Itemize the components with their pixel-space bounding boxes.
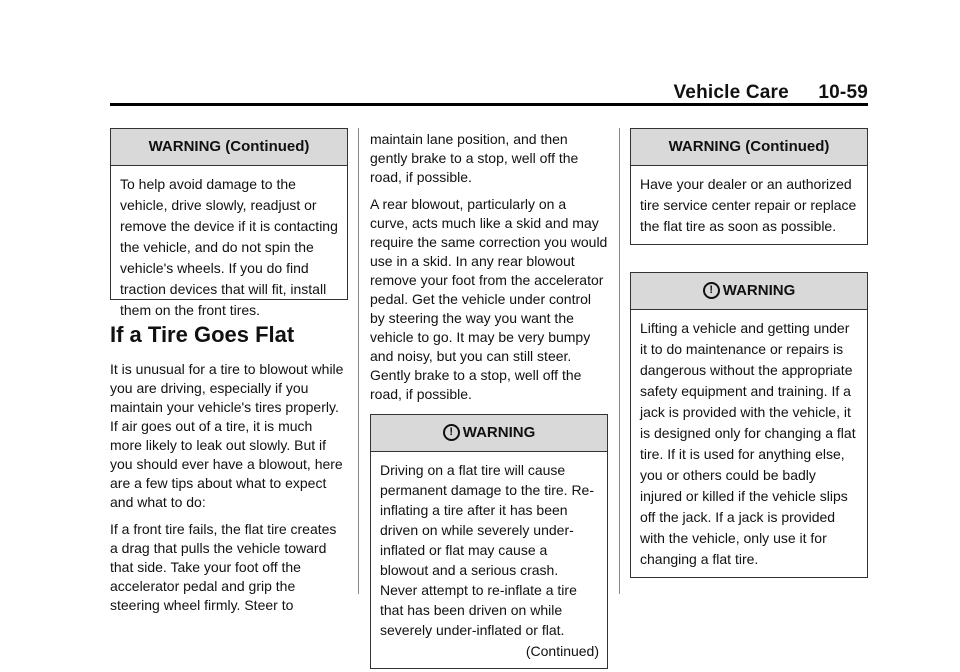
page-number: 10-59 bbox=[818, 82, 868, 103]
warning-box-jack bbox=[630, 272, 868, 578]
column-divider-2 bbox=[619, 128, 620, 594]
warning-heading-label: WARNING bbox=[722, 282, 796, 299]
paragraph: It is unusual for a tire to blowout while you are driving, especially if you maintain your vehicle's tires properly. If air goes out of a tire, it is much more likely to leak out slowly. But if you should ever have a blowout, here are a few tips about what to expect and what to do: bbox=[110, 361, 344, 510]
section-name: Vehicle Care bbox=[673, 82, 789, 103]
warning-icon: ! bbox=[703, 282, 720, 299]
paragraph: If a front tire fails, the flat tire creates a drag that pulls the vehicle toward that side. Take your foot off the accelerator pedal and grip the steering wheel firmly. Steer to bbox=[110, 521, 337, 613]
section-title: If a Tire Goes Flat bbox=[110, 322, 295, 347]
warning-text: To help avoid damage to the vehicle, drive slowly, readjust or remove the device if it is contacting the vehicle, and do not spin the vehicle's wheels. If you do find traction devices that will fit, install them on the front tires. bbox=[120, 176, 338, 318]
warning-icon: ! bbox=[443, 424, 460, 441]
header-rule bbox=[110, 103, 868, 106]
column-2 bbox=[370, 130, 608, 669]
warning-heading: WARNING (Continued) bbox=[111, 129, 347, 166]
warning-text: Have your dealer or an authorized tire service center repair or replace the flat tire as soon as possible. bbox=[640, 176, 857, 234]
warning-heading: WARNING (Continued) bbox=[631, 129, 867, 166]
warning-heading bbox=[371, 415, 607, 452]
column-1 bbox=[110, 128, 348, 623]
warning-text: Driving on a flat tire will cause permanent damage to the tire. Re-inflating a tire after it has been driven on while severely under-inflated or flat may cause a blowout and a serious crash. Never attempt to re-inflate a tire that has been driven on while severely under-inflated or flat. bbox=[380, 462, 595, 638]
paragraph: A rear blowout, particularly on a curve, acts much like a skid and may require the same correction you would use in a skid. In any rear blowout remove your foot from the accelerator pedal. Get the vehicle under control by steering the way you want the vehicle to go. It may be very bumpy and noisy, but you can still steer. Gently brake to a stop, well off the road, if possible. bbox=[370, 196, 608, 402]
page-header bbox=[673, 82, 868, 104]
warning-box-continued bbox=[110, 128, 348, 318]
column-divider-1 bbox=[358, 128, 359, 594]
warning-heading-label: WARNING bbox=[462, 424, 536, 441]
paragraph: maintain lane position, and then gently brake to a stop, well off the road, if possible. bbox=[370, 131, 579, 185]
warning-box-continued bbox=[630, 128, 868, 245]
continued-label: (Continued) bbox=[525, 643, 599, 659]
column-3 bbox=[630, 128, 868, 578]
warning-heading bbox=[631, 273, 867, 310]
warning-text: Lifting a vehicle and getting under it to do maintenance or repairs is dangerous without the appropriate safety equipment and training. If a jack is provided with the vehicle, it is designed only for changing a flat tire. If it is used for anything else, you or others could be badly injured or killed if the vehicle slips off the jack. If a jack is provided with the vehicle, only use it for changing a flat tire. bbox=[640, 320, 856, 567]
warning-box-flat-tire bbox=[370, 414, 608, 669]
